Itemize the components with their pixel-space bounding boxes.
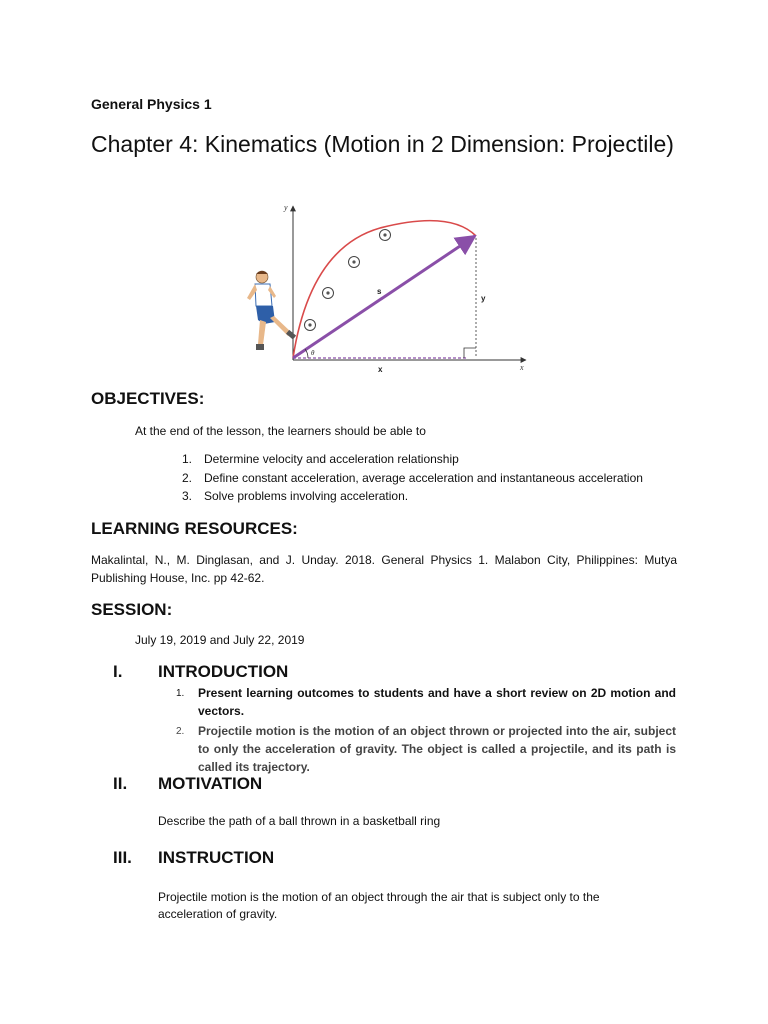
- y-component-label: y: [481, 294, 486, 303]
- course-title: General Physics 1: [91, 96, 212, 112]
- projectile-figure: [230, 198, 540, 381]
- objectives-intro: At the end of the lesson, the learners should be able to: [135, 424, 426, 438]
- x-component-label: x: [378, 365, 383, 374]
- instruction-text: Projectile motion is the motion of an object through the air that is subject only to the acceleration of gravity.: [158, 890, 600, 921]
- theta-label: θ: [311, 349, 315, 357]
- s-label: s: [377, 287, 382, 296]
- section-number: II.: [113, 774, 128, 793]
- list-item: 1. Present learning outcomes to students and have a short review on 2D motion and vectors.: [176, 686, 676, 718]
- objectives-heading: OBJECTIVES:: [91, 389, 205, 408]
- chapter-title: Chapter 4: Kinematics (Motion in 2 Dimension: Projectile): [91, 131, 674, 157]
- list-item: 2. Projectile motion is the motion of an object thrown or projected into the air, subject to only the acceleration of gravity. The object is called a projectile, and its path is called its trajectory.: [176, 724, 676, 774]
- resources-heading: LEARNING RESOURCES:: [91, 519, 298, 538]
- motivation-text: Describe the path of a ball thrown in a basketball ring: [158, 814, 441, 828]
- session-text: July 19, 2019 and July 22, 2019: [135, 633, 305, 647]
- section-title-introduction: INTRODUCTION: [158, 662, 289, 681]
- section-number: III.: [113, 848, 132, 867]
- introduction-list: [176, 684, 676, 776]
- objectives-list: [182, 450, 682, 506]
- resources-text: Makalintal, N., M. Dinglasan, and J. Unday. 2018. General Physics 1. Malabon City, Philippines: Mutya Publishing House, Inc. pp 42-62.: [91, 553, 677, 585]
- projectile-diagram: [230, 198, 540, 376]
- list-item: 2. Define constant acceleration, average acceleration and instantaneous acceleration: [182, 470, 643, 485]
- section-number: I.: [113, 662, 123, 681]
- player-illustration: [247, 271, 296, 350]
- axis-y-label: y: [284, 203, 288, 212]
- list-item: 1. Determine velocity and acceleration relationship: [182, 452, 459, 466]
- list-item: 3. Solve problems involving acceleration.: [182, 489, 409, 503]
- axis-x-label: x: [520, 363, 524, 372]
- section-title-instruction: INSTRUCTION: [158, 848, 275, 867]
- section-title-motivation: MOTIVATION: [158, 774, 263, 793]
- session-heading: SESSION:: [91, 600, 173, 619]
